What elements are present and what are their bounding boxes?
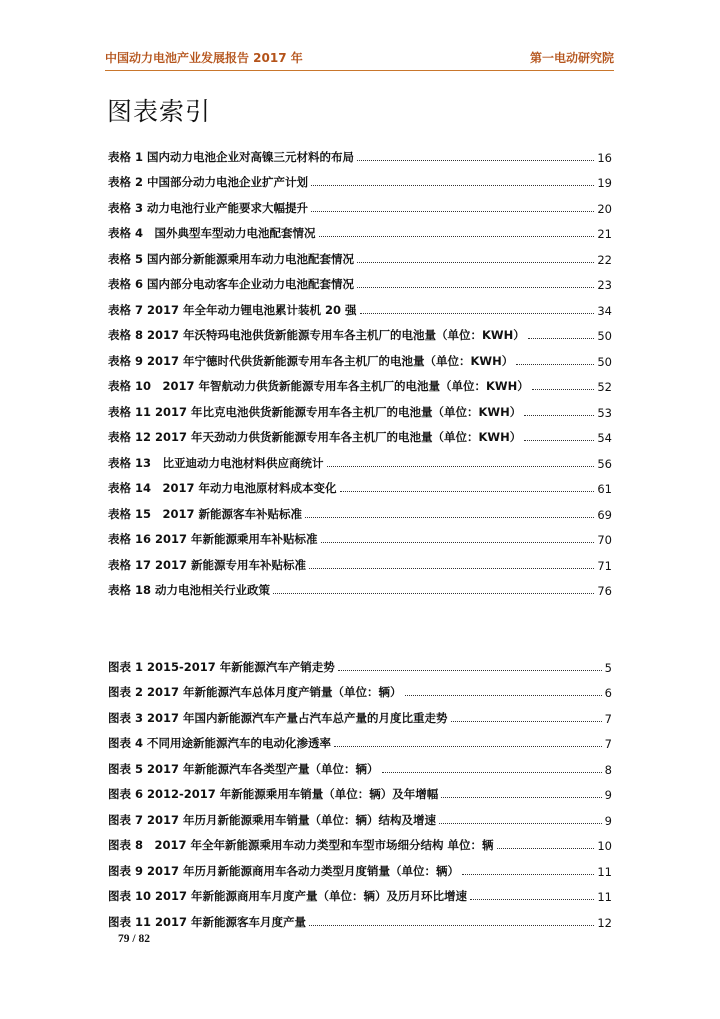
figure-entry-page: 9	[604, 788, 612, 802]
table-entry-label: 表格 10 2017 年智航动力供货新能源专用车各主机厂的电池量（单位：KWH）	[108, 379, 529, 393]
table-entry-page: 76	[597, 584, 612, 598]
dot-leader	[309, 925, 594, 926]
figure-entry-label: 图表 2 2017 年新能源汽车总体月度产销量（单位：辆）	[108, 685, 402, 699]
table-entry[interactable]	[108, 241, 612, 267]
table-entry-label: 表格 15 2017 新能源客车补贴标准	[108, 506, 303, 521]
table-entry[interactable]	[108, 522, 612, 548]
table-entry[interactable]	[108, 394, 612, 420]
table-entry-label: 表格 17 2017 新能源专用车补贴标准	[108, 557, 307, 572]
table-entry[interactable]	[108, 216, 612, 242]
table-entry-label: 表格 7 2017 年全年动力锂电池累计装机 20 强	[108, 302, 357, 317]
page-title: 图表索引	[107, 97, 212, 126]
table-entry-page: 23	[597, 278, 612, 292]
figure-entry-page: 12	[597, 915, 612, 930]
dot-leader	[405, 695, 602, 696]
table-entry-label: 表格 13 比亚迪动力电池材料供应商统计	[108, 455, 324, 470]
figure-entry-label: 图表 5 2017 年新能源汽车各类型产量（单位：辆）	[108, 761, 379, 776]
table-entry-label: 表格 3 动力电池行业产能要求大幅提升	[108, 200, 309, 215]
table-entry-page: 16	[597, 150, 612, 165]
figure-entry[interactable]	[108, 700, 612, 726]
figure-entry[interactable]	[108, 649, 612, 675]
dot-leader	[338, 670, 602, 671]
dot-leader	[321, 542, 595, 543]
dot-leader	[327, 466, 595, 467]
header-publisher: 第一电动研究院	[529, 51, 614, 65]
table-entry[interactable]	[108, 573, 612, 599]
table-entry[interactable]	[108, 369, 612, 395]
figure-entry-page: 11	[597, 890, 612, 904]
table-entry-label: 表格 6 国内部分电动客车企业动力电池配套情况	[108, 277, 355, 291]
figure-entry-page: 5	[604, 660, 612, 675]
dot-leader	[357, 262, 594, 263]
table-entry-page: 54	[597, 431, 612, 445]
running-header	[105, 50, 614, 71]
figure-entry[interactable]	[108, 777, 612, 803]
table-entry-label: 表格 8 2017 年沃特玛电池供货新能源专用车各主机厂的电池量（单位：KWH）	[108, 328, 525, 342]
dot-leader	[524, 440, 594, 441]
dot-leader	[311, 185, 594, 186]
figure-entry-label: 图表 11 2017 年新能源客车月度产量	[108, 914, 307, 929]
table-entry-page: 56	[597, 456, 612, 471]
figure-entry[interactable]	[108, 726, 612, 752]
table-entry-page: 50	[597, 354, 612, 369]
dot-leader	[497, 848, 595, 849]
dot-leader	[340, 491, 595, 492]
header-report-title: 中国动力电池产业发展报告 2017 年	[105, 51, 303, 65]
table-index-list	[108, 139, 612, 598]
figure-index-list	[108, 649, 612, 930]
table-entry[interactable]	[108, 190, 612, 216]
dot-leader	[462, 874, 594, 875]
table-entry[interactable]	[108, 165, 612, 191]
table-entry-label: 表格 4 国外典型车型动力电池配套情况	[108, 226, 316, 240]
table-entry[interactable]	[108, 496, 612, 522]
table-entry-page: 34	[597, 303, 612, 318]
table-entry-page: 22	[597, 252, 612, 267]
table-entry-label: 表格 9 2017 年宁德时代供货新能源专用车各主机厂的电池量（单位：KWH）	[108, 353, 514, 368]
table-entry-label: 表格 5 国内部分新能源乘用车动力电池配套情况	[108, 251, 355, 266]
dot-leader	[357, 160, 594, 161]
dot-leader	[516, 364, 594, 365]
dot-leader	[528, 338, 595, 339]
dot-leader	[524, 415, 594, 416]
dot-leader	[532, 389, 595, 390]
table-entry[interactable]	[108, 445, 612, 471]
figure-entry[interactable]	[108, 828, 612, 854]
table-entry-page: 61	[597, 482, 612, 496]
table-entry-label: 表格 18 动力电池相关行业政策	[108, 583, 271, 597]
table-entry-page: 50	[597, 329, 612, 343]
figure-entry-label: 图表 3 2017 年国内新能源汽车产量占汽车总产量的月度比重走势	[108, 710, 448, 725]
table-entry-label: 表格 11 2017 年比克电池供货新能源专用车各主机厂的电池量（单位：KWH）	[108, 404, 522, 419]
table-entry[interactable]	[108, 267, 612, 293]
table-entry-page: 21	[597, 227, 612, 241]
table-entry-page: 52	[597, 380, 612, 394]
figure-entry[interactable]	[108, 904, 612, 930]
dot-leader	[357, 287, 594, 288]
figure-entry-page: 6	[604, 686, 612, 700]
table-entry-page: 69	[597, 507, 612, 522]
dot-leader	[382, 772, 602, 773]
table-entry-label: 表格 16 2017 年新能源乘用车补贴标准	[108, 532, 318, 546]
dot-leader	[470, 899, 594, 900]
dot-leader	[305, 517, 594, 518]
figure-entry[interactable]	[108, 751, 612, 777]
figure-entry-page: 7	[604, 711, 612, 726]
figure-entry-label: 图表 7 2017 年历月新能源乘用车销量（单位：辆）结构及增速	[108, 812, 437, 827]
table-entry-page: 19	[597, 176, 612, 190]
page-number: 79 / 82	[118, 933, 150, 945]
table-entry-page: 53	[597, 405, 612, 420]
dot-leader	[311, 211, 594, 212]
dot-leader	[319, 236, 595, 237]
table-entry-page: 71	[597, 558, 612, 573]
figure-entry-label: 图表 6 2012-2017 年新能源乘用车销量（单位：辆）及年增幅	[108, 787, 439, 801]
figure-entry-label: 图表 1 2015-2017 年新能源汽车产销走势	[108, 659, 335, 674]
figure-entry-label: 图表 9 2017 年历月新能源商用车各动力类型月度销量（单位：辆）	[108, 863, 460, 878]
figure-entry-label: 图表 8 2017 年全年新能源乘用车动力类型和车型市场细分结构 单位：辆	[108, 838, 494, 852]
table-entry-label: 表格 14 2017 年动力电池原材料成本变化	[108, 481, 337, 495]
dot-leader	[309, 568, 594, 569]
figure-entry-page: 7	[604, 737, 612, 751]
figure-entry[interactable]	[108, 853, 612, 879]
table-entry-label: 表格 12 2017 年天劲动力供货新能源专用车各主机厂的电池量（单位：KWH）	[108, 430, 522, 444]
table-entry[interactable]	[108, 139, 612, 165]
table-entry-label: 表格 2 中国部分动力电池企业扩产计划	[108, 175, 309, 189]
figure-entry-page: 9	[604, 813, 612, 828]
figure-entry[interactable]	[108, 675, 612, 701]
figure-entry-page: 8	[604, 762, 612, 777]
table-entry[interactable]	[108, 318, 612, 344]
dot-leader	[334, 746, 602, 747]
table-entry[interactable]	[108, 547, 612, 573]
dot-leader	[360, 313, 595, 314]
table-entry[interactable]	[108, 343, 612, 369]
figure-entry-page: 10	[597, 839, 612, 853]
table-entry[interactable]	[108, 420, 612, 446]
figure-entry-label: 图表 4 不同用途新能源汽车的电动化渗透率	[108, 736, 332, 750]
dot-leader	[451, 721, 602, 722]
figure-entry[interactable]	[108, 879, 612, 905]
table-entry-label: 表格 1 国内动力电池企业对高镍三元材料的布局	[108, 149, 355, 164]
figure-entry[interactable]	[108, 802, 612, 828]
dot-leader	[441, 797, 601, 798]
table-entry-page: 70	[597, 533, 612, 547]
table-entry[interactable]	[108, 292, 612, 318]
figure-entry-page: 11	[597, 864, 612, 879]
dot-leader	[273, 593, 594, 594]
table-entry[interactable]	[108, 471, 612, 497]
table-entry-page: 20	[597, 201, 612, 216]
dot-leader	[439, 823, 602, 824]
figure-entry-label: 图表 10 2017 年新能源商用车月度产量（单位：辆）及历月环比增速	[108, 889, 468, 903]
